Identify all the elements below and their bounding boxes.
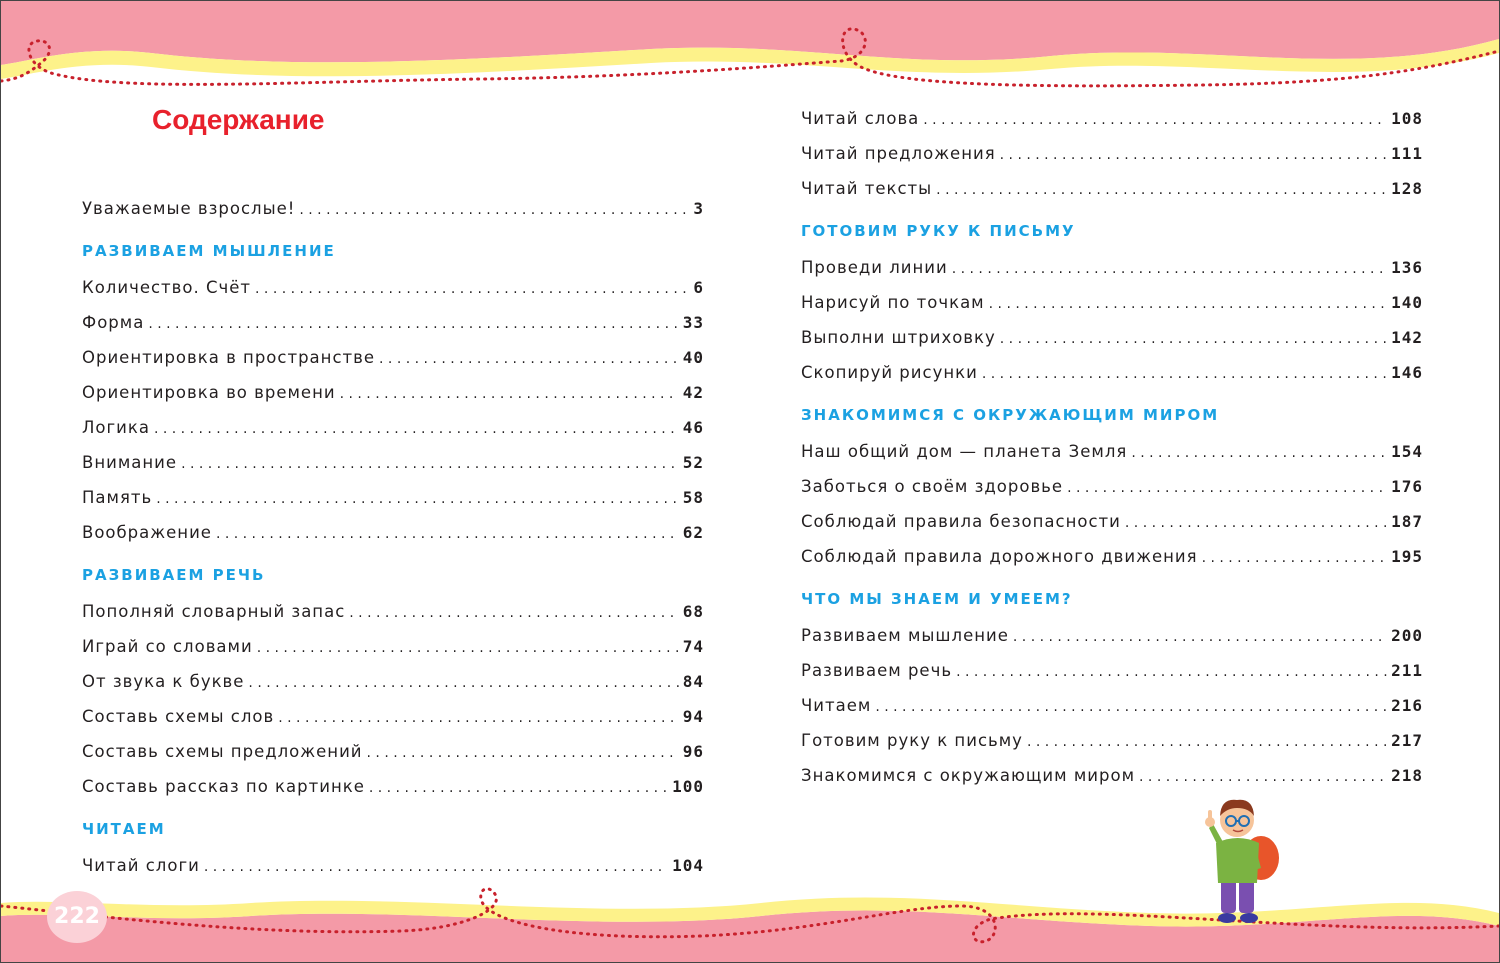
toc-entry-page: 140 [1391,293,1423,312]
toc-entry[interactable] [82,375,704,410]
toc-entry-page: 195 [1391,547,1423,566]
dot-leader [1125,506,1387,541]
toc-entry[interactable] [82,734,704,769]
toc-entry-page: 6 [693,278,704,297]
toc-entry[interactable] [801,101,1423,136]
toc-entry-label: Читай тексты [801,179,933,198]
toc-entry-page: 187 [1391,512,1423,531]
toc-entry-label: Играй со словами [82,637,253,656]
section-heading: ЧИТАЕМ [82,820,166,838]
dot-leader [1000,138,1387,173]
toc-entry[interactable] [801,504,1423,539]
dot-leader [257,631,679,666]
toc-entry-label: Составь схемы предложений [82,742,363,761]
dot-leader [367,736,679,771]
toc-entry[interactable] [801,758,1423,793]
toc-entry-page: 146 [1391,363,1423,382]
toc-entry-label: От звука к букве [82,672,245,691]
toc-entry[interactable] [82,769,704,804]
toc-entry[interactable] [82,664,704,699]
toc-entry-page: 52 [682,453,704,472]
section-heading: РАЗВИВАЕМ МЫШЛЕНИЕ [82,242,336,260]
dot-leader [982,357,1387,392]
dot-leader [204,850,668,885]
toc-entry-label: Заботься о своём здоровье [801,477,1064,496]
toc-entry-page: 128 [1391,179,1423,198]
toc-entry-label: Составь схемы слов [82,707,275,726]
toc-entry[interactable] [801,688,1423,723]
toc-entry[interactable] [801,723,1423,758]
section-heading: ЗНАКОМИМСЯ С ОКРУЖАЮЩИМ МИРОМ [801,406,1220,424]
dot-leader [369,771,668,806]
toc-entry[interactable] [82,848,704,883]
dot-leader [952,252,1387,287]
toc-entry-page: 42 [682,383,704,402]
toc-entry-page: 46 [682,418,704,437]
toc-entry[interactable] [82,515,704,550]
toc-entry[interactable] [801,653,1423,688]
toc-entry-page: 176 [1391,477,1423,496]
toc-entry-page: 104 [672,856,704,875]
toc-entry[interactable] [801,171,1423,206]
toc-entry[interactable] [82,480,704,515]
section-heading: РАЗВИВАЕМ РЕЧЬ [82,566,266,584]
toc-entry-label: Нарисуй по точкам [801,293,985,312]
toc-entry[interactable] [801,355,1423,390]
dot-leader [956,655,1387,690]
dot-leader [936,173,1387,208]
toc-entry[interactable] [82,410,704,445]
dot-leader [1067,471,1387,506]
toc-entry-page: 218 [1391,766,1423,785]
toc-entry-label: Логика [82,418,150,437]
toc-entry-page: 74 [682,637,704,656]
toc-entry-label: Память [82,488,153,507]
dot-leader [156,482,679,517]
toc-entry-page: 40 [682,348,704,367]
dot-leader [181,447,679,482]
toc-entry-label: Знакомимся с окружающим миром [801,766,1136,785]
toc-entry[interactable] [801,250,1423,285]
toc-entry-page: 111 [1391,144,1423,163]
toc-entry-page: 84 [682,672,704,691]
toc-entry-label: Уважаемые взрослые! [82,199,296,218]
dot-leader [1027,725,1387,760]
dot-leader [299,193,689,228]
toc-entry[interactable] [82,305,704,340]
dot-leader [349,596,678,631]
dot-leader [154,412,679,447]
toc-entry-page: 211 [1391,661,1423,680]
toc-entry-label: Читаем [801,696,872,715]
toc-entry-page: 33 [682,313,704,332]
toc-entry-label: Читай слоги [82,856,200,875]
toc-entry-label: Готовим руку к письму [801,731,1023,750]
toc-entry-label: Развиваем мышление [801,626,1009,645]
toc-entry-page: 142 [1391,328,1423,347]
toc-entry-page: 200 [1391,626,1423,645]
dot-leader [278,701,678,736]
toc-left-column [82,191,704,883]
toc-entry-label: Ориентировка во времени [82,383,336,402]
dot-leader [148,307,678,342]
dot-leader [1000,322,1387,357]
toc-entry-label: Проведи линии [801,258,948,277]
page-title: Содержание [152,104,325,135]
toc-entry-page: 216 [1391,696,1423,715]
toc-entry-label: Развиваем речь [801,661,953,680]
toc-entry[interactable] [801,434,1423,469]
boy-illustration [1191,788,1291,928]
dot-leader [248,666,678,701]
toc-entry[interactable] [82,445,704,480]
toc-entry-page: 96 [682,742,704,761]
dot-leader [923,103,1387,138]
section-heading: ГОТОВИМ РУКУ К ПИСЬМУ [801,222,1076,240]
toc-entry[interactable] [801,618,1423,653]
toc-right-column [801,101,1423,793]
toc-entry[interactable] [82,270,704,305]
toc-entry-page: 58 [682,488,704,507]
toc-entry[interactable] [82,191,704,226]
dot-leader [875,690,1387,725]
toc-entry-label: Составь рассказ по картинке [82,777,365,796]
dot-leader [1202,541,1388,576]
toc-entry-page: 217 [1391,731,1423,750]
toc-entry-page: 3 [693,199,704,218]
toc-entry[interactable] [801,469,1423,504]
toc-entry-page: 154 [1391,442,1423,461]
toc-entry[interactable] [82,699,704,734]
toc-entry-label: Пополняй словарный запас [82,602,346,621]
toc-entry-page: 94 [682,707,704,726]
toc-entry-page: 100 [672,777,704,796]
toc-entry[interactable] [801,539,1423,574]
toc-entry[interactable] [82,340,704,375]
toc-entry-page: 62 [682,523,704,542]
dot-leader [1131,436,1387,471]
toc-entry-label: Читай слова [801,109,920,128]
dot-leader [379,342,679,377]
dot-leader [989,287,1387,322]
toc-entry-label: Форма [82,313,145,332]
toc-entry-label: Выполни штриховку [801,328,996,347]
toc-entry-label: Соблюдай правила безопасности [801,512,1121,531]
toc-entry-page: 136 [1391,258,1423,277]
toc-entry[interactable] [82,594,704,629]
page-number-badge: 222 [47,891,107,943]
toc-entry-label: Внимание [82,453,178,472]
dot-leader [340,377,679,412]
dot-leader [255,272,689,307]
dot-leader [216,517,679,552]
section-heading: ЧТО МЫ ЗНАЕМ И УМЕЕМ? [801,590,1073,608]
toc-entry-label: Количество. Счёт [82,278,252,297]
toc-entry-label: Соблюдай правила дорожного движения [801,547,1198,566]
toc-entry-label: Читай предложения [801,144,996,163]
toc-entry[interactable] [801,320,1423,355]
toc-entry[interactable] [801,136,1423,171]
toc-entry-label: Скопируй рисунки [801,363,978,382]
dot-leader [1013,620,1387,655]
toc-entry-label: Ориентировка в пространстве [82,348,376,367]
toc-entry[interactable] [801,285,1423,320]
toc-entry-page: 68 [682,602,704,621]
toc-entry[interactable] [82,629,704,664]
toc-entry-label: Воображение [82,523,212,542]
toc-entry-page: 108 [1391,109,1423,128]
toc-entry-label: Наш общий дом — планета Земля [801,442,1128,461]
